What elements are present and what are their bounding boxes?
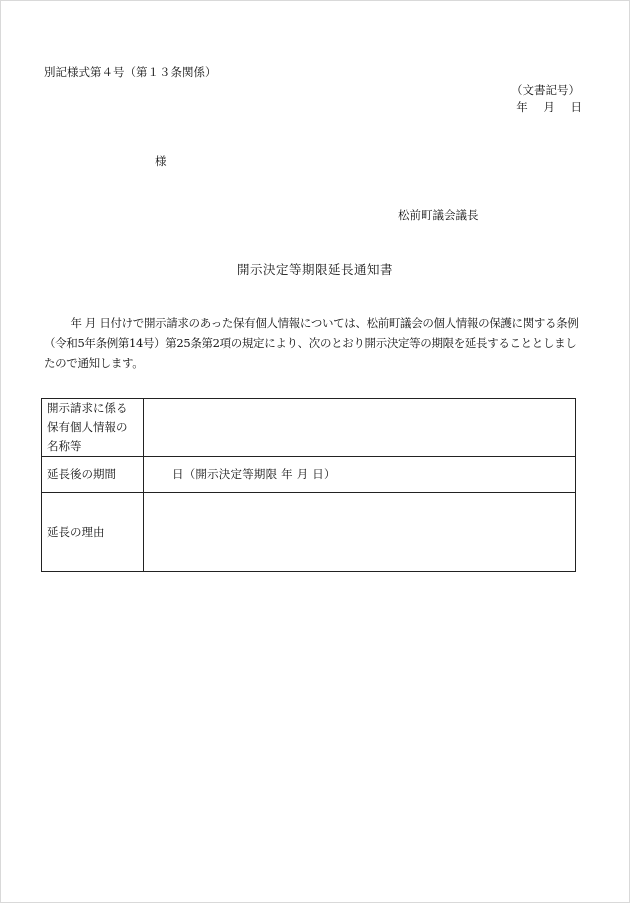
label-extended-period xyxy=(42,457,144,493)
value-requested-info xyxy=(144,399,576,457)
table-row-extension-reason xyxy=(42,493,576,572)
label-line: 延長後の期間 xyxy=(47,467,116,481)
label-line: 開示請求に係る xyxy=(47,401,128,415)
document-title: 開示決定等期限延長通知書 xyxy=(236,262,393,277)
info-table xyxy=(41,398,576,572)
label-requested-info xyxy=(42,399,144,457)
document-date: 年 月 日 xyxy=(516,100,582,114)
body-paragraph: 年 月 日付けで開示請求のあった保有個人情報については、松前町議会の個人情報の保護に関する条例（令和5年条例第14号）第25条第2項の規定により、次のとおり開示決定等の期限を延長することとしましたので通知します。 xyxy=(44,316,579,370)
sender-name: 松前町議会議長 xyxy=(398,208,479,222)
table-row-requested-info xyxy=(42,399,576,457)
label-line: 保有個人情報の xyxy=(47,420,128,434)
label-line: 名称等 xyxy=(47,439,82,453)
addressee-honorific: 様 xyxy=(155,154,167,168)
document-symbol: （文書記号） xyxy=(511,83,580,97)
label-extension-reason xyxy=(42,493,144,572)
label-line: 延長の理由 xyxy=(47,524,105,539)
table-row-extended-period xyxy=(42,457,576,493)
form-number: 別記様式第４号（第１３条関係） xyxy=(44,65,217,79)
value-extended-period: 日（開示決定等期限 年 月 日） xyxy=(144,457,576,493)
value-extension-reason xyxy=(144,493,576,572)
